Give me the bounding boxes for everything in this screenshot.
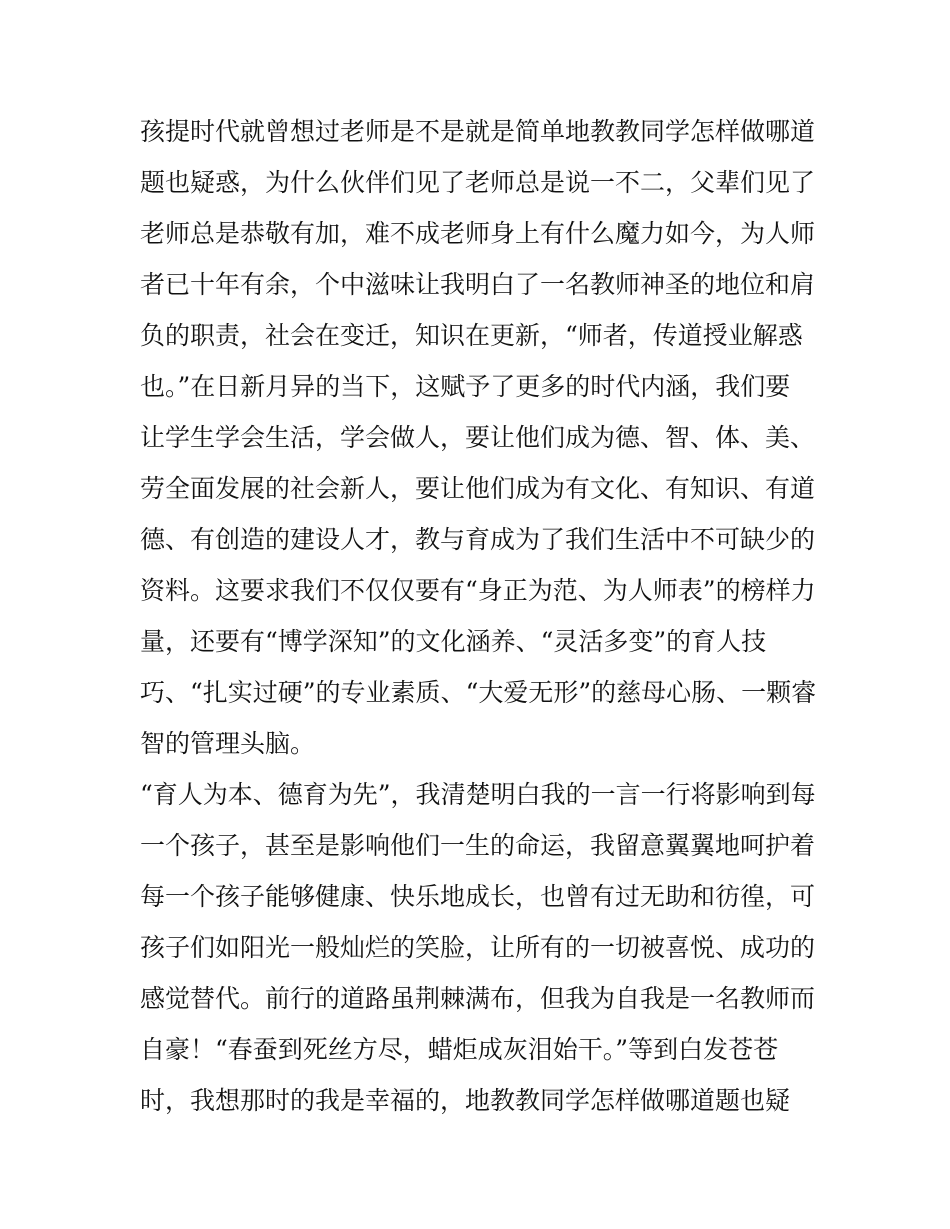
text-line: 让学生学会生活，学会做人，要让他们成为德、智、体、美、 bbox=[140, 423, 816, 452]
text-line: 每一个孩子能够健康、快乐地成长，也曾有过无助和彷徨，可 bbox=[140, 882, 816, 911]
text-line: 量，还要有“博学深知”的文化涵养、“灵活多变”的育人技 bbox=[140, 627, 767, 656]
text-line: 孩提时代就曾想过老师是不是就是简单地教教同学怎样做哪道 bbox=[140, 117, 816, 146]
text-line: 巧、“扎实过硬”的专业素质、“大爱无形”的慈母心肠、一颗睿 bbox=[140, 678, 817, 707]
text-line: 时，我想那时的我是幸福的，地教教同学怎样做哪道题也疑 bbox=[140, 1086, 791, 1115]
text-line: 也。”在日新月异的当下，这赋予了更多的时代内涵，我们要 bbox=[140, 372, 791, 401]
body-text bbox=[140, 106, 830, 1126]
text-line: 自豪！“春蚕到死丝方尽，蜡炬成灰泪始干。”等到白发苍苍 bbox=[140, 1035, 779, 1064]
text-line: 负的职责，社会在变迁，知识在更新，“师者，传道授业解惑 bbox=[140, 321, 803, 350]
text-line: 感觉替代。前行的道路虽荆棘满布，但我为自我是一名教师而 bbox=[140, 984, 816, 1013]
text-line: 德、有创造的建设人才，教与育成为了我们生活中不可缺少的 bbox=[140, 525, 816, 554]
text-line: 者已十年有余，个中滋味让我明白了一名教师神圣的地位和肩 bbox=[140, 270, 816, 299]
text-line: 题也疑惑，为什么伙伴们见了老师总是说一不二，父辈们见了 bbox=[140, 168, 816, 197]
text-line: 孩子们如阳光一般灿烂的笑脸，让所有的一切被喜悦、成功的 bbox=[140, 933, 816, 962]
text-line: “育人为本、德育为先”，我清楚明白我的一言一行将影响到每 bbox=[140, 780, 816, 809]
text-line: 劳全面发展的社会新人，要让他们成为有文化、有知识、有道 bbox=[140, 474, 816, 503]
text-line: 资料。这要求我们不仅仅要有“身正为范、为人师表”的榜样力 bbox=[140, 576, 816, 605]
text-line: 智的管理头脑。 bbox=[140, 729, 316, 758]
text-line: 老师总是恭敬有加，难不成老师身上有什么魔力如今，为人师 bbox=[140, 219, 816, 248]
text-line: 一个孩子，甚至是影响他们一生的命运，我留意翼翼地呵护着 bbox=[140, 831, 816, 860]
